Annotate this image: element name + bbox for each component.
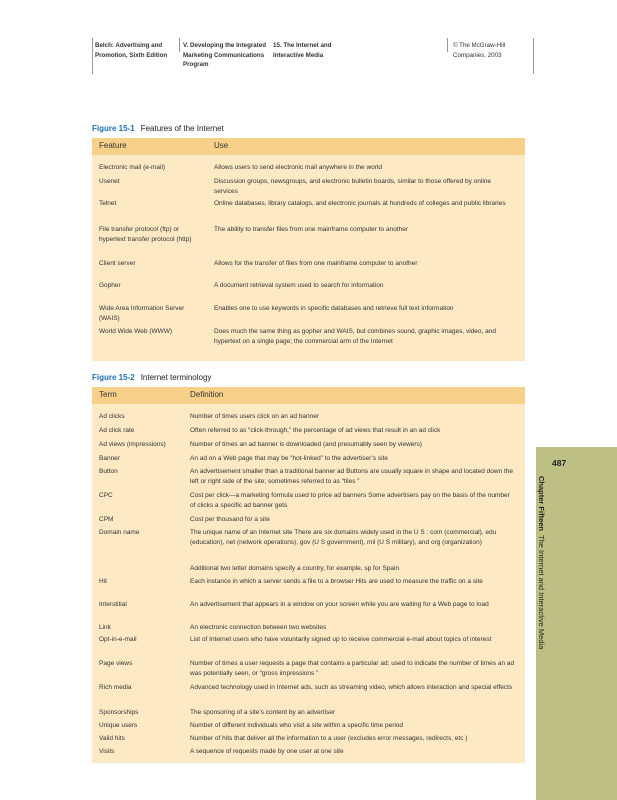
row-term: CPC <box>99 492 113 499</box>
table-header <box>92 138 525 155</box>
figure-1-number: Figure 15-1 <box>92 124 135 133</box>
header-copyright: © The McGraw-Hill Companies, 2003 <box>453 42 506 59</box>
terminology-table <box>92 387 525 763</box>
row-description: List of Internet users who have voluntarily signed up to receive commercial e-mail about topics of interest <box>190 636 492 643</box>
row-description: An electronic connection between two websites <box>190 624 327 631</box>
row-term: Interstitial <box>99 601 127 608</box>
header-book: Belch: Advertising and Promotion, Sixth Edition <box>95 42 168 59</box>
row-description: The unique name of an Internet site There are six domains widely used in the U S : com (commercial), edu (education), net (network operations), gov (U S government), mil (U S military), and org (organization) <box>190 529 497 546</box>
row-term: Usenet <box>99 178 120 185</box>
row-description: Number of times a user requests a page that contains a particular ad; used to indicate the number of times an ad was potentially seen, or “gross impressions ” <box>190 660 515 677</box>
row-description: Advanced technology used in Internet ads, such as streaming video, which allows interaction and special effects <box>190 684 513 691</box>
row-term: CPM <box>99 516 114 523</box>
row-description: Allows for the transfer of files from one mainframe computer to another <box>214 260 418 267</box>
row-term: Ad views (impressions) <box>99 441 166 448</box>
row-description: Each instance in which a server sends a file to a browser Hits are used to measure the traffic on a site <box>190 578 483 585</box>
header-divider <box>447 38 448 52</box>
chapter-title: The Internet and Interactive Media <box>537 535 546 650</box>
row-description: Cost per thousand for a site <box>190 516 270 523</box>
row-term: Ad clicks <box>99 413 125 420</box>
chapter-running-title <box>537 476 546 776</box>
features-table <box>92 138 525 361</box>
row-term: Page views <box>99 660 133 667</box>
row-term: Valid hits <box>99 735 125 742</box>
col-header-definition: Definition <box>190 390 224 399</box>
figure-1-caption <box>92 124 224 133</box>
row-term: Electronic mail (e-mail) <box>99 164 166 171</box>
row-description: Allows users to send electronic mail anywhere in the world <box>214 164 382 171</box>
row-term: Hit <box>99 578 107 585</box>
row-description: Enables one to use keywords in specific databases and retrieve full text information <box>214 305 454 312</box>
col-header-term: Term <box>99 390 117 399</box>
row-term: Domain name <box>99 529 140 536</box>
page-number: 487 <box>552 458 567 468</box>
row-description: Does much the same thing as gopher and WAIS, but combines sound, graphic images, video, and hypertext on a single page; the commercial arm of the Internet <box>214 328 496 345</box>
row-term: World Wide Web (WWW) <box>99 328 173 335</box>
row-description: Discussion groups, newsgroups, and electronic bulletin boards, similar to those offered by online services <box>214 178 492 195</box>
row-term: Link <box>99 624 111 631</box>
row-term: Ad click rate <box>99 427 135 434</box>
row-description: Number of hits that deliver all the information to a user (excludes error messages, redirects, etc ) <box>190 735 468 742</box>
row-description: Cost per click—a marketing formula used to price ad banners Some advertisers pay on the basis of the number of clicks a specific ad banner gets <box>190 492 510 509</box>
row-term: Unique users <box>99 722 138 729</box>
row-term: Wide Area Information Server (WAIS) <box>99 305 185 322</box>
figure-2-title: Internet terminology <box>140 373 212 382</box>
header-chapter: 15. The Internet and Interactive Media <box>273 42 332 59</box>
row-description: An ad on a Web page that may be “hot-linked” to the advertiser’s site <box>190 455 389 462</box>
row-description: The sponsoring of a site’s content by an advertiser <box>190 709 336 716</box>
row-description: Often referred to as “click-through,” the percentage of ad views that result in an ad click <box>190 427 441 434</box>
row-term: Gopher <box>99 282 121 289</box>
row-description: A sequence of requests made by one user at one site <box>190 748 344 755</box>
row-description: Number of different individuals who visit a site within a specific time period <box>190 722 404 729</box>
header-divider <box>179 38 180 52</box>
row-term: Opt-in-e-mail <box>99 636 137 643</box>
chapter-side-tab <box>536 447 617 800</box>
row-term: File transfer protocol (ftp) or hypertext transfer protocol (http) <box>99 226 192 243</box>
row-description: Additional two letter domains specify a country, for example, sp for Spain <box>190 565 400 572</box>
header-part: V. Developing the Integrated Marketing Communications Program <box>183 42 266 68</box>
row-term: Banner <box>99 455 120 462</box>
row-term: Sponsorships <box>99 709 139 716</box>
row-description: The ability to transfer files from one mainframe computer to another <box>214 226 409 233</box>
row-term: Button <box>99 468 118 475</box>
col-header-use: Use <box>214 141 229 150</box>
row-term: Rich media <box>99 684 132 691</box>
figure-1-title: Features of the Internet <box>140 124 224 133</box>
figure-2-caption <box>92 373 211 382</box>
row-term: Visits <box>99 748 115 755</box>
running-header <box>92 38 534 74</box>
row-term: Client server <box>99 260 136 267</box>
row-description: Number of times users click on an ad banner <box>190 413 319 420</box>
col-header-feature: Feature <box>99 141 127 150</box>
table-header <box>92 387 525 404</box>
row-description: Number of times an ad banner is downloaded (and presumably seen by viewers) <box>190 441 422 448</box>
row-description: An advertisement smaller than a traditional banner ad Buttons are usually square in shape and located down the left or right side of the site; sometimes referred to as “tiles ” <box>190 468 514 485</box>
row-description: An advertisement that appears in a window on your screen while you are waiting for a Web page to load <box>190 601 489 608</box>
chapter-label: Chapter Fifteen <box>537 476 546 532</box>
row-term: Telnet <box>99 200 117 207</box>
row-description: Online databases, library catalogs, and electronic journals at hundreds of colleges and public libraries <box>214 200 506 207</box>
row-description: A document retrieval system used to search for information <box>214 282 384 289</box>
figure-2-number: Figure 15-2 <box>92 373 135 382</box>
